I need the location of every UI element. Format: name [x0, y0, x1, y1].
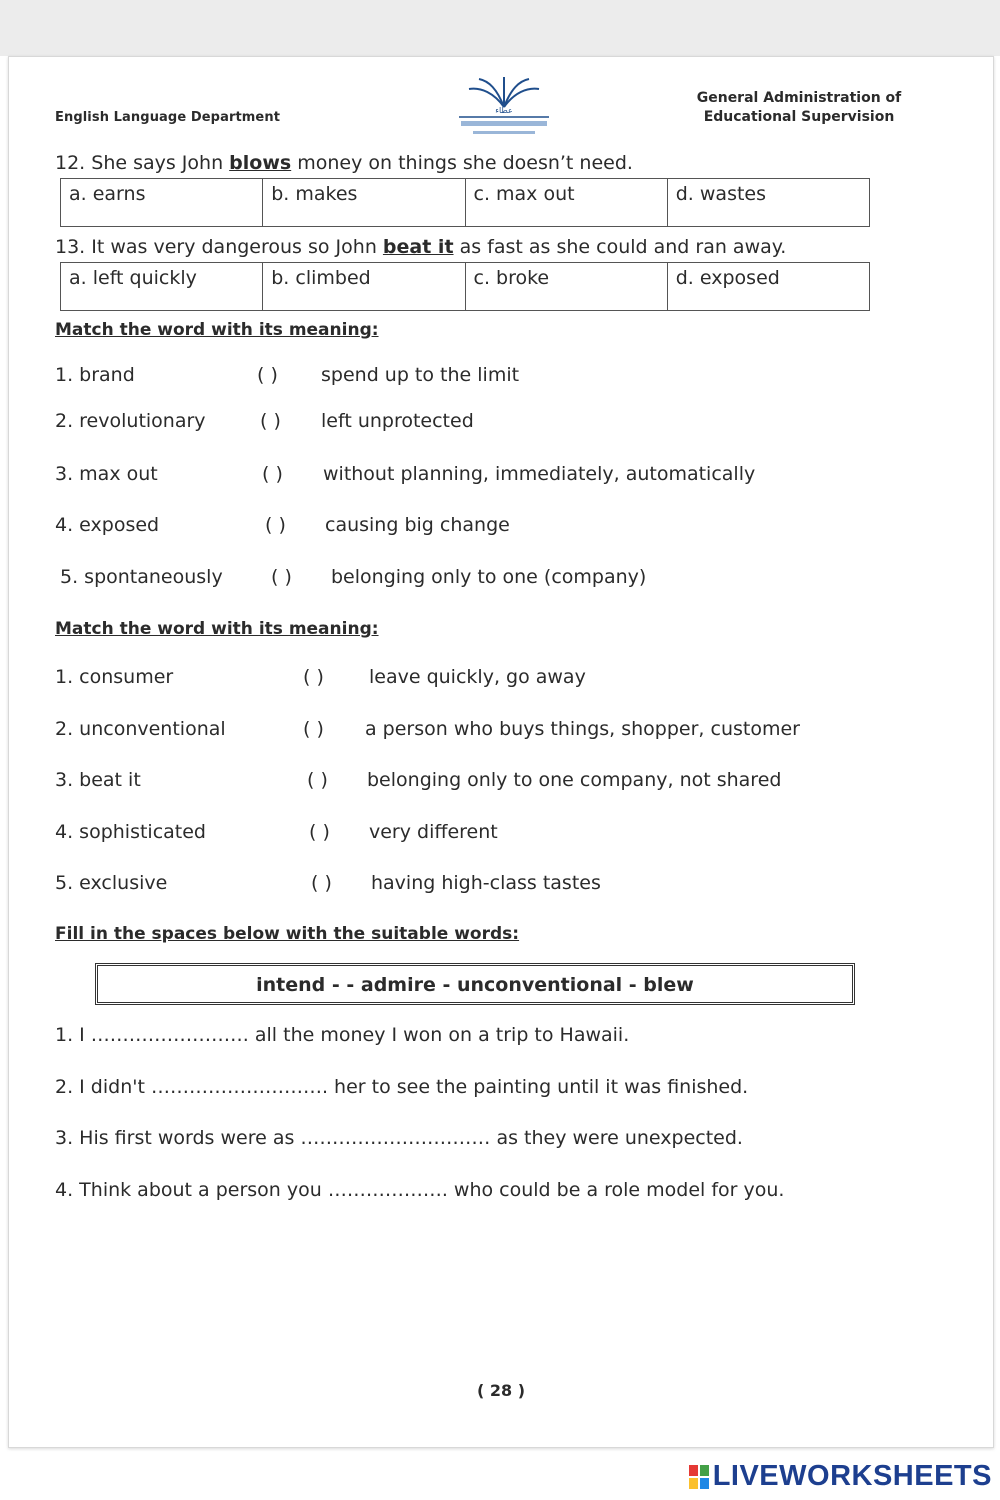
match1-meaning-1: spend up to the limit	[321, 364, 520, 386]
question-13-pre: 13. It was very dangerous so John	[55, 236, 383, 258]
option-b[interactable]: b. makes	[263, 179, 465, 227]
match2-meaning-2: a person who buys things, shopper, customer	[365, 718, 800, 740]
match2-blank-3[interactable]: ( )	[307, 769, 328, 791]
match2-title: Match the word with its meaning:	[55, 619, 379, 639]
liveworksheets-logo[interactable]	[688, 1460, 992, 1493]
word-bank: intend - - admire - unconventional - blew	[95, 963, 855, 1005]
header-right-line1: General Administration of	[696, 90, 902, 106]
header-right-line2: Educational Supervision	[703, 109, 895, 125]
match2-blank-4[interactable]: ( )	[309, 821, 330, 843]
match1-meaning-5: belonging only to one (company)	[331, 566, 647, 588]
fill-sentence-1[interactable]: 1. I ……………………. all the money I won on a trip to Hawaii.	[55, 1024, 630, 1046]
header-administration	[689, 89, 909, 127]
match1-blank-2[interactable]: ( )	[260, 410, 281, 432]
match1-meaning-4: causing big change	[325, 514, 510, 536]
match1-word-5: 5. spontaneously	[60, 566, 223, 588]
match1-word-3: 3. max out	[55, 463, 158, 485]
option-a[interactable]: a. earns	[61, 179, 263, 227]
question-12-options	[60, 178, 870, 227]
match2-blank-2[interactable]: ( )	[303, 718, 324, 740]
question-13-options	[60, 262, 870, 311]
fill-sentence-2[interactable]: 2. I didn't ………………………. her to see the painting until it was finished.	[55, 1076, 749, 1098]
fill-sentence-3[interactable]: 3. His first words were as ………………………… as they were unexpected.	[55, 1127, 743, 1149]
match1-meaning-3: without planning, immediately, automatically	[323, 463, 756, 485]
match1-word-2: 2. revolutionary	[55, 410, 206, 432]
fill-sentence-4[interactable]: 4. Think about a person you ………………. who could be a role model for you.	[55, 1179, 785, 1201]
match1-blank-3[interactable]: ( )	[262, 463, 283, 485]
match1-blank-4[interactable]: ( )	[265, 514, 286, 536]
match1-title: Match the word with its meaning:	[55, 320, 379, 340]
match2-word-4: 4. sophisticated	[55, 821, 206, 843]
fill-title: Fill in the spaces below with the suitable words:	[55, 924, 520, 944]
company-logo-icon	[439, 65, 569, 151]
question-12-post: money on things she doesn’t need.	[291, 152, 633, 174]
header-department: English Language Department	[55, 110, 281, 125]
top-shade	[0, 0, 1000, 56]
match1-meaning-2: left unprotected	[321, 410, 474, 432]
option-b[interactable]: b. climbed	[263, 263, 465, 311]
question-12-key: blows	[229, 152, 292, 174]
question-12	[55, 152, 633, 174]
option-d[interactable]: d. exposed	[667, 263, 869, 311]
question-13	[55, 236, 786, 258]
question-13-key: beat it	[382, 236, 454, 258]
question-12-pre: 12. She says John	[55, 152, 230, 174]
question-13-post: as fast as she could and ran away.	[453, 236, 787, 258]
match1-word-4: 4. exposed	[55, 514, 160, 536]
match2-meaning-5: having high-class tastes	[371, 872, 601, 894]
match2-meaning-1: leave quickly, go away	[369, 666, 586, 688]
match2-word-3: 3. beat it	[55, 769, 141, 791]
liveworksheets-grid-icon	[688, 1464, 710, 1490]
footer-brand-text: LIVEWORKSHEETS	[712, 1460, 992, 1492]
match2-word-2: 2. unconventional	[55, 718, 226, 740]
match2-word-1: 1. consumer	[55, 666, 174, 688]
match2-blank-5[interactable]: ( )	[311, 872, 332, 894]
svg-text:ﻋﻄﺎء: ﻋﻄﺎء	[495, 106, 513, 115]
match2-word-5: 5. exclusive	[55, 872, 168, 894]
match1-blank-1[interactable]: ( )	[257, 364, 278, 386]
match2-meaning-3: belonging only to one company, not shared	[367, 769, 782, 791]
worksheet-page	[8, 56, 994, 1448]
match1-word-1: 1. brand	[55, 364, 135, 386]
match2-meaning-4: very different	[369, 821, 498, 843]
option-a[interactable]: a. left quickly	[61, 263, 263, 311]
option-c[interactable]: c. max out	[465, 179, 667, 227]
option-c[interactable]: c. broke	[465, 263, 667, 311]
option-d[interactable]: d. wastes	[667, 179, 869, 227]
page-number: ( 28 )	[476, 1381, 526, 1400]
match1-blank-5[interactable]: ( )	[271, 566, 292, 588]
match2-blank-1[interactable]: ( )	[303, 666, 324, 688]
